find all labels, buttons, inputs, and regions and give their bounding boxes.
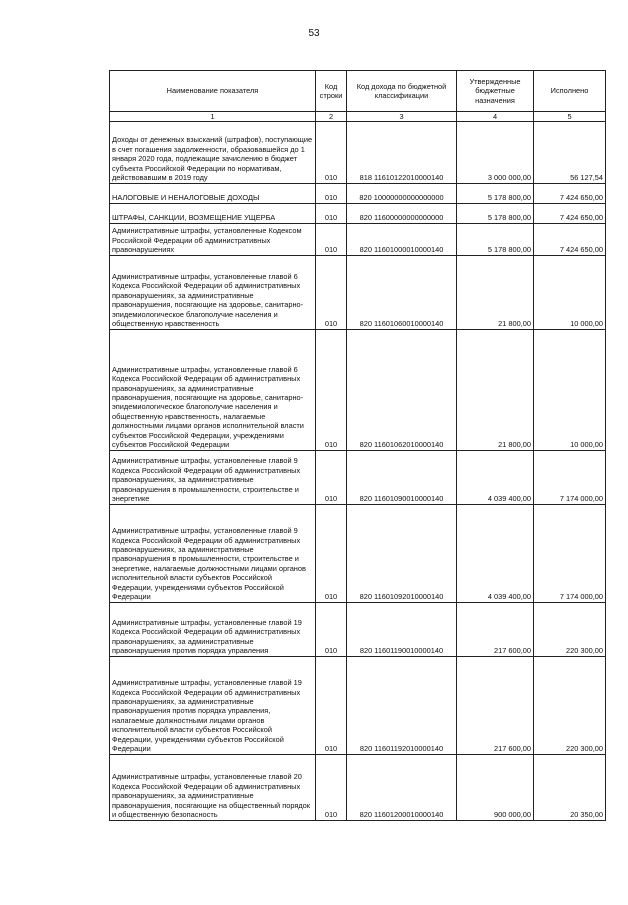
column-number: 2 — [316, 112, 347, 122]
row-code: 010 — [316, 184, 347, 204]
row-code: 010 — [316, 603, 347, 657]
row-executed: 20 350,00 — [534, 755, 606, 821]
row-name: Административные штрафы, установленные главой 6 Кодекса Российской Федерации об административных правонарушениях, за административные правонарушения, посягающие на здоровье, санитарно-эпидемиологическое благополучие населения и общественную нравственность — [110, 256, 316, 330]
budget-execution-table — [109, 70, 606, 821]
row-code: 010 — [316, 224, 347, 256]
row-executed: 220 300,00 — [534, 603, 606, 657]
row-executed: 56 127,54 — [534, 122, 606, 184]
row-executed: 7 424 650,00 — [534, 184, 606, 204]
row-approved: 217 600,00 — [457, 657, 534, 755]
row-approved: 900 000,00 — [457, 755, 534, 821]
row-kbk: 820 11601200010000140 — [347, 755, 457, 821]
row-kbk: 820 10000000000000000 — [347, 184, 457, 204]
row-name: НАЛОГОВЫЕ И НЕНАЛОГОВЫЕ ДОХОДЫ — [110, 184, 316, 204]
row-name: Административные штрафы, установленные Кодексом Российской Федерации об административных правонарушениях — [110, 224, 316, 256]
table-row — [110, 184, 606, 204]
row-code: 010 — [316, 657, 347, 755]
row-name: Административные штрафы, установленные главой 9 Кодекса Российской Федерации об административных правонарушениях, за административные правонарушения в промышленности, строительстве и энергетике, налагаемые должностными лицами органов исполнительной власти субъектов Российской Федерации, учреждениями субъектов Российской Федерации — [110, 505, 316, 603]
table-row — [110, 256, 606, 330]
row-code: 010 — [316, 122, 347, 184]
table-row — [110, 603, 606, 657]
table-row — [110, 330, 606, 451]
row-approved: 217 600,00 — [457, 603, 534, 657]
column-number-row — [110, 112, 606, 122]
row-kbk: 820 11601090010000140 — [347, 451, 457, 505]
row-code: 010 — [316, 256, 347, 330]
row-executed: 7 174 000,00 — [534, 451, 606, 505]
row-approved: 4 039 400,00 — [457, 451, 534, 505]
column-number: 5 — [534, 112, 606, 122]
row-kbk: 820 11600000000000000 — [347, 204, 457, 224]
row-approved: 21 800,00 — [457, 256, 534, 330]
header-executed: Исполнено — [534, 71, 606, 112]
table-row — [110, 657, 606, 755]
row-code: 010 — [316, 755, 347, 821]
row-executed: 220 300,00 — [534, 657, 606, 755]
header-kbk: Код дохода по бюджетной классификации — [347, 71, 457, 112]
header-approved: Утвержденные бюджетные назначения — [457, 71, 534, 112]
table-row — [110, 505, 606, 603]
row-kbk: 820 11601192010000140 — [347, 657, 457, 755]
row-approved: 3 000 000,00 — [457, 122, 534, 184]
column-number: 3 — [347, 112, 457, 122]
row-kbk: 820 11601060010000140 — [347, 256, 457, 330]
column-number: 4 — [457, 112, 534, 122]
row-code: 010 — [316, 330, 347, 451]
row-kbk: 820 11601190010000140 — [347, 603, 457, 657]
row-executed: 7 424 650,00 — [534, 224, 606, 256]
row-code: 010 — [316, 451, 347, 505]
table-row — [110, 451, 606, 505]
table-row — [110, 224, 606, 256]
table-row — [110, 755, 606, 821]
row-name: Доходы от денежных взысканий (штрафов), поступающие в счет погашения задолженности, образовавшейся до 1 января 2020 года, подлежащие зачислению в бюджет субъекта Российской Федерации по нормативам, действовавшим в 2019 году — [110, 122, 316, 184]
row-executed: 10 000,00 — [534, 256, 606, 330]
row-name: Административные штрафы, установленные главой 19 Кодекса Российской Федерации об административных правонарушениях, за административные правонарушения против порядка управления, налагаемые должностными лицами органов исполнительной власти субъектов Российской Федерации, учреждениями субъектов Российской Федерации — [110, 657, 316, 755]
row-code: 010 — [316, 505, 347, 603]
row-kbk: 820 11601000010000140 — [347, 224, 457, 256]
header-name: Наименование показателя — [110, 71, 316, 112]
page-number: 53 — [308, 28, 320, 39]
header-row — [110, 71, 606, 112]
table-row — [110, 122, 606, 184]
row-executed: 7 174 000,00 — [534, 505, 606, 603]
row-name: Административные штрафы, установленные главой 20 Кодекса Российской Федерации об административных правонарушениях, за административные правонарушения, посягающие на общественный порядок и общественную безопасность — [110, 755, 316, 821]
row-executed: 7 424 650,00 — [534, 204, 606, 224]
header-code: Код строки — [316, 71, 347, 112]
column-number: 1 — [110, 112, 316, 122]
row-name: Административные штрафы, установленные главой 6 Кодекса Российской Федерации об административных правонарушениях, за административные правонарушения, посягающие на здоровье, санитарно-эпидемиологическое благополучие населения и общественную нравственность, налагаемые должностными лицами органов исполнительной власти субъектов Российской Федерации, учреждениями субъектов Российской Федерации — [110, 330, 316, 451]
row-approved: 5 178 800,00 — [457, 184, 534, 204]
row-name: Административные штрафы, установленные главой 19 Кодекса Российской Федерации об административных правонарушениях, за административные правонарушения против порядка управления — [110, 603, 316, 657]
row-executed: 10 000,00 — [534, 330, 606, 451]
row-approved: 4 039 400,00 — [457, 505, 534, 603]
row-approved: 5 178 800,00 — [457, 204, 534, 224]
row-kbk: 820 11601062010000140 — [347, 330, 457, 451]
table-row — [110, 204, 606, 224]
row-kbk: 820 11601092010000140 — [347, 505, 457, 603]
row-approved: 5 178 800,00 — [457, 224, 534, 256]
row-code: 010 — [316, 204, 347, 224]
row-name: Административные штрафы, установленные главой 9 Кодекса Российской Федерации об административных правонарушениях, за административные правонарушения в промышленности, строительстве и энергетике — [110, 451, 316, 505]
row-kbk: 818 11610122010000140 — [347, 122, 457, 184]
row-name: ШТРАФЫ, САНКЦИИ, ВОЗМЕЩЕНИЕ УЩЕРБА — [110, 204, 316, 224]
row-approved: 21 800,00 — [457, 330, 534, 451]
